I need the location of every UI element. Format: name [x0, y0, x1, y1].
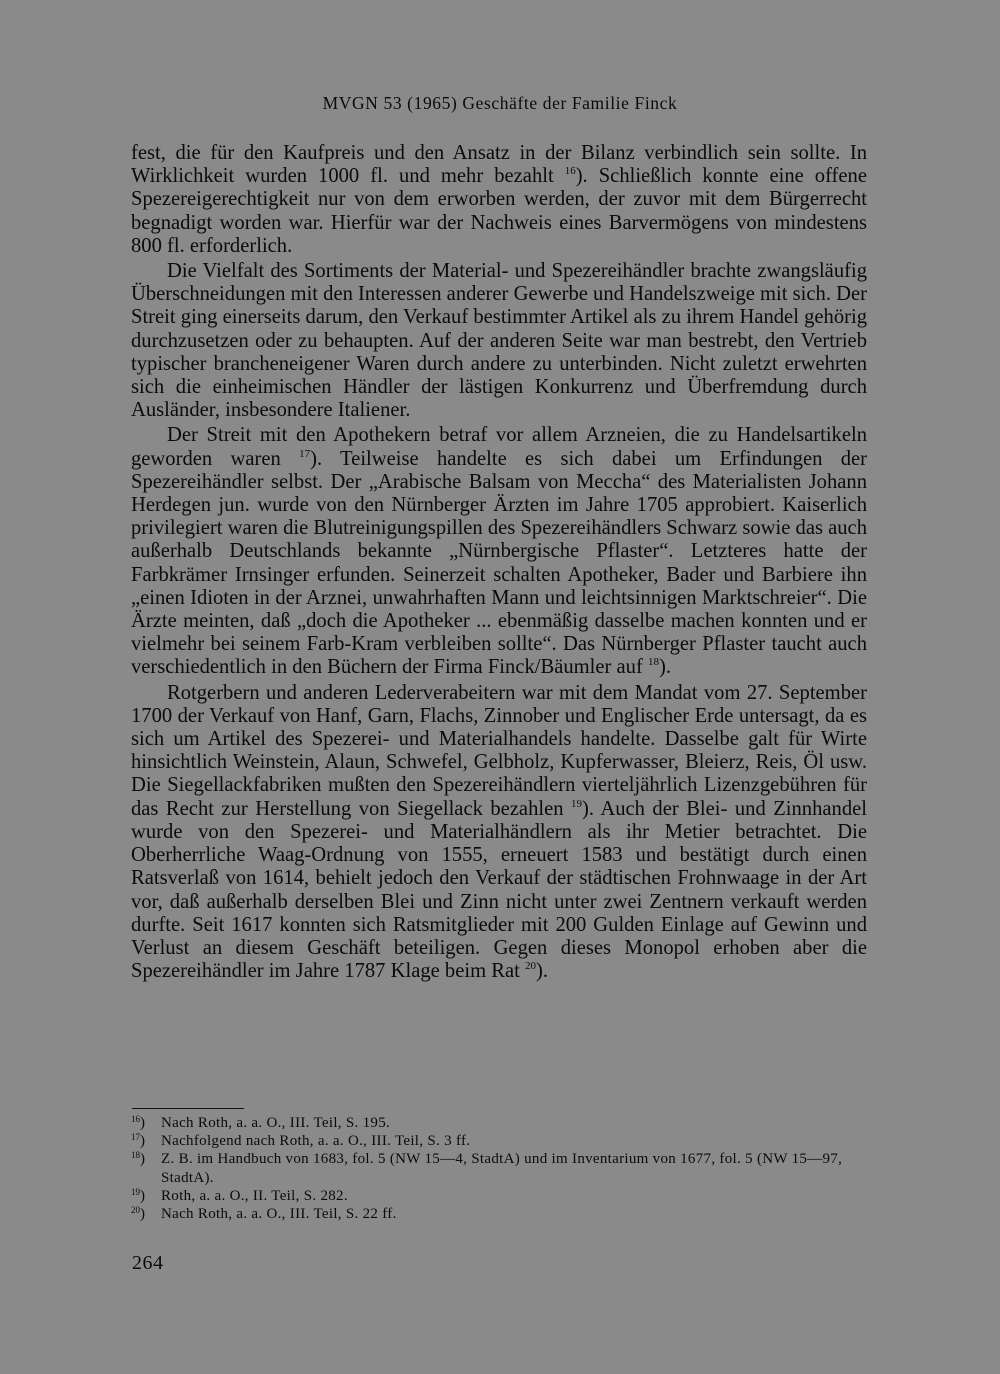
footnote-number: $^{19}$)	[131, 1186, 145, 1204]
footnote-ref: 16	[564, 165, 576, 178]
running-head: MVGN 53 (1965) Geschäfte der Familie Finck	[322, 93, 678, 113]
page-number: 264	[132, 1252, 164, 1274]
footnote-number-label: 18	[131, 1150, 140, 1161]
footnote-number: $^{18}$)	[131, 1150, 145, 1168]
footnote-number-label: 19	[131, 1186, 140, 1197]
footnote-ref: 19	[571, 797, 583, 810]
paragraph-text: Rotgerbern und anderen Lederverabeitern war mit dem Mandat vom 27. September 1700 der Verkauf von Hanf, Garn, Flachs, Zinnober und Englischer Erde untersagt, da es sich um Artikel des Spezerei- und Materialhandels handelte. Dasselbe galt für Wirte hinsichtlich Weinstein, Alaun, Schwefel, Gelbholz, Kupferwasser, Bleierz, Reis, Öl usw. Die Siegellackfabriken mußten den Spezereihändlern vierteljährlich Lizenzgebühren für das Recht zur Herstellung von Siegellack bezahlen	[131, 681, 867, 820]
paragraph-text: ).	[536, 960, 549, 983]
footnote	[131, 1187, 871, 1205]
footnote-text: Roth, a. a. O., II. Teil, S. 282.	[161, 1187, 348, 1204]
footnote	[131, 1150, 871, 1186]
paragraph	[131, 424, 867, 679]
paragraph-text: Die Vielfalt des Sortiments der Material- und Spezereihändler brachte zwangsläufig Überschneidungen mit den Interessen anderer Gewerbe und Handelszweige mit sich. Der Streit ging einerseits darum, den Verkauf bestimmter Artikel als zu ihrem Handel gehörig durchzusetzen oder zu behaupten. Auf der anderen Seite war man bestrebt, den Vertrieb typischer brancheneigener Waren durch andere zu unterbinden. Nicht zuletzt erwehrten sich die einheimischen Händler der lästigen Konkurrenz und Überfremdung durch Ausländer, insbesondere Italiener.	[131, 260, 867, 422]
footnote-number-label: 17	[131, 1132, 140, 1143]
footnote-divider	[132, 1108, 244, 1109]
footnote-text: Nachfolgend nach Roth, a. a. O., III. Teil, S. 3 ff.	[161, 1133, 471, 1150]
footnotes	[131, 1114, 871, 1223]
footnote-text: Nach Roth, a. a. O., III. Teil, S. 22 ff.	[161, 1206, 397, 1223]
footnote-ref: 18	[647, 656, 659, 669]
footnote-ref: 20	[525, 960, 537, 973]
footnote	[131, 1114, 871, 1132]
footnote-number-label: 16	[131, 1114, 140, 1124]
paragraph-text: ). Auch der Blei- und Zinnhandel wurde von den Spezerei- und Materialhändlern als ihr Metier betrachtet. Die Oberherrliche Waag-Ordnung von 1555, erneuert 1583 und bestätigt durch einen Ratsverlaß von 1614, behielt jedoch den Verkauf der städtischen Frohnwaage in der Art vor, daß außerhalb derselben Blei und Zinn nicht unter zwei Zentnern verkauft werden durfte. Seit 1617 konnten sich Ratsmitglieder mit 200 Gulden Einlage auf Gewinn und Verlust an diesem Geschäft beteiligen. Gegen dieses Monopol erhoben aber die Spezereihändler im Jahre 1787 Klage beim Rat	[131, 797, 867, 983]
footnote-text: Nach Roth, a. a. O., III. Teil, S. 195.	[161, 1115, 391, 1131]
footnote-number: $^{16}$)	[131, 1114, 145, 1131]
paragraph-text: Der Streit mit den Apothekern betraf vor allem Arzneien, die zu Handelsartikeln geworden waren	[131, 424, 867, 470]
paragraph	[131, 142, 867, 258]
footnote-ref: 17	[299, 447, 311, 460]
paragraph-text: fest, die für den Kaufpreis und den Ansatz in der Bilanz verbindlich sein sollte. In Wirklichkeit wurden 1000 fl. und mehr bezahlt	[131, 142, 867, 188]
footnote-text: Z. B. im Handbuch von 1683, fol. 5 (NW 15—4, StadtA) und im Inventarium von 1677, fol. 5 (NW 15—97, StadtA).	[161, 1151, 843, 1186]
paragraph-text: ).	[658, 656, 671, 679]
paragraph	[131, 260, 867, 422]
paragraph-text: ). Schließlich konnte eine offene Spezereigerechtigkeit nur von dem erworben werden, der zuvor mit dem Bürgerrecht begnadigt worden war. Hierfür war der Nachweis eines Barvermögens von mindestens 800 fl. erforderlich.	[131, 165, 867, 257]
footnote	[131, 1132, 871, 1150]
paragraph-text: ). Teilweise handelte es sich dabei um Erfindungen der Spezereihändler selbst. Der „Arabische Balsam von Meccha“ des Materialisten Johann Herdegen jun. wurde von den Nürnberger Ärzten im Jahre 1705 approbiert. Kaiserlich privilegiert waren die Blutreinigungspillen des Spezereihändlers Schwarz sowie das auch außerhalb Deutschlands bekannte „Nürnbergische Pflaster“. Letzteres hatte der Farbkrämer Irnsinger erfunden. Seinerzeit schalten Apotheker, Bader und Barbiere ihn „einen Idioten in der Arznei, unwahrhaften Mann und leichtsinnigen Marktschreier“. Die Ärzte meinten, daß „doch die Apotheker ... ebenmäßig dasselbe machen konnten und er vielmehr bei seinem Farb-Kram verbleiben sollte“. Das Nürnberger Pflaster taucht auch verschiedentlich in den Büchern der Firma Finck/Bäumler auf	[131, 447, 867, 679]
footnote-number: $^{17}$)	[131, 1132, 145, 1150]
body-text	[131, 142, 867, 983]
footnote-number-label: 20	[131, 1205, 140, 1216]
footnote	[131, 1205, 871, 1223]
paragraph	[131, 682, 867, 984]
footnote-number: $^{20}$)	[131, 1205, 145, 1223]
